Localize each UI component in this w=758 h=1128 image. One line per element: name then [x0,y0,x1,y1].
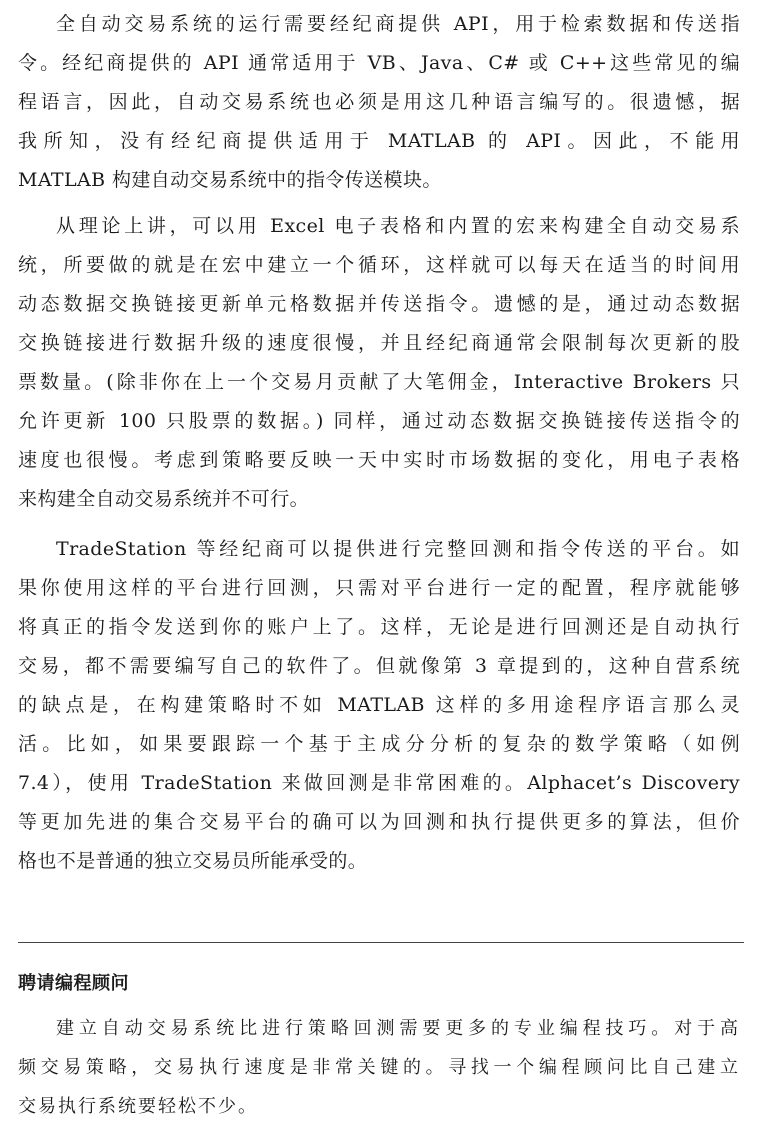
paragraph-2-line-6: 允许更新 100 只股票的数据。) 同样，通过动态数据交换链接传送指令的 [18,410,740,432]
paragraph-1-line-4: 我所知，没有经纪商提供适用于 MATLAB 的 API。因此，不能用 [18,130,740,152]
paragraph-2-line-3: 动态数据交换链接更新单元格数据并传送指令。遗憾的是，通过动态数据 [18,293,740,315]
paragraph-3-line-7: 7.4），使用 TradeStation 来做回测是非常困难的。Alphacet’s Discovery [18,772,740,794]
paragraph-2-line-1: 从理论上讲，可以用 Excel 电子表格和内置的宏来构建全自动交易系 [56,215,740,237]
paragraph-3-line-5: 的缺点是，在构建策略时不如 MATLAB 这样的多用途程序语言那么灵 [18,694,740,716]
paragraph-2-line-8: 来构建全自动交易系统并不可行。 [18,488,310,510]
paragraph-2-line-4: 交换链接进行数据升级的速度很慢，并且经纪商通常会限制每次更新的股 [18,332,740,354]
paragraph-2-line-7: 速度也很慢。考虑到策略要反映一天中实时市场数据的变化，用电子表格 [18,449,740,471]
box-line-1: 建立自动交易系统比进行策略回测需要更多的专业编程技巧。对于高 [56,1018,740,1039]
box-line-2: 频交易策略，交易执行速度是非常关键的。寻找一个编程顾问比自己建立 [18,1057,740,1078]
paragraph-3-line-4: 交易，都不需要编写自己的软件了。但就像第 3 章提到的，这种自营系统 [18,655,740,677]
paragraph-1-line-5: MATLAB 构建自动交易系统中的指令传送模块。 [18,169,442,191]
paragraph-3-line-1: TradeStation 等经纪商可以提供进行完整回测和指令传送的平台。如 [56,538,740,560]
paragraph-2-line-2: 统，所要做的就是在宏中建立一个循环，这样就可以每天在适当的时间用 [18,254,740,276]
paragraph-1-line-1: 全自动交易系统的运行需要经纪商提供 API，用于检索数据和传送指 [56,13,740,35]
paragraph-3-line-8: 等更加先进的集合交易平台的确可以为回测和执行提供更多的算法，但价 [18,811,740,833]
paragraph-3-line-2: 果你使用这样的平台进行回测，只需对平台进行一定的配置，程序就能够 [18,577,740,599]
box-heading: 聘请编程顾问 [18,973,129,994]
box-line-3: 交易执行系统要轻松不少。 [18,1096,258,1117]
section-divider [18,942,744,943]
paragraph-1-line-2: 令。经纪商提供的 API 通常适用于 VB、Java、C# 或 C++这些常见的编 [18,52,740,74]
paragraph-3-line-3: 将真正的指令发送到你的账户上了。这样，无论是进行回测还是自动执行 [18,616,740,638]
paragraph-3-line-6: 活。比如，如果要跟踪一个基于主成分分析的复杂的数学策略（如例 [18,733,740,755]
paragraph-3-line-9: 格也不是普通的独立交易员所能承受的。 [18,850,368,872]
paragraph-1-line-3: 程语言，因此，自动交易系统也必须是用这几种语言编写的。很遗憾，据 [18,91,740,113]
paragraph-2-line-5: 票数量。(除非你在上一个交易月贡献了大笔佣金，Interactive Brokers 只 [18,371,740,393]
